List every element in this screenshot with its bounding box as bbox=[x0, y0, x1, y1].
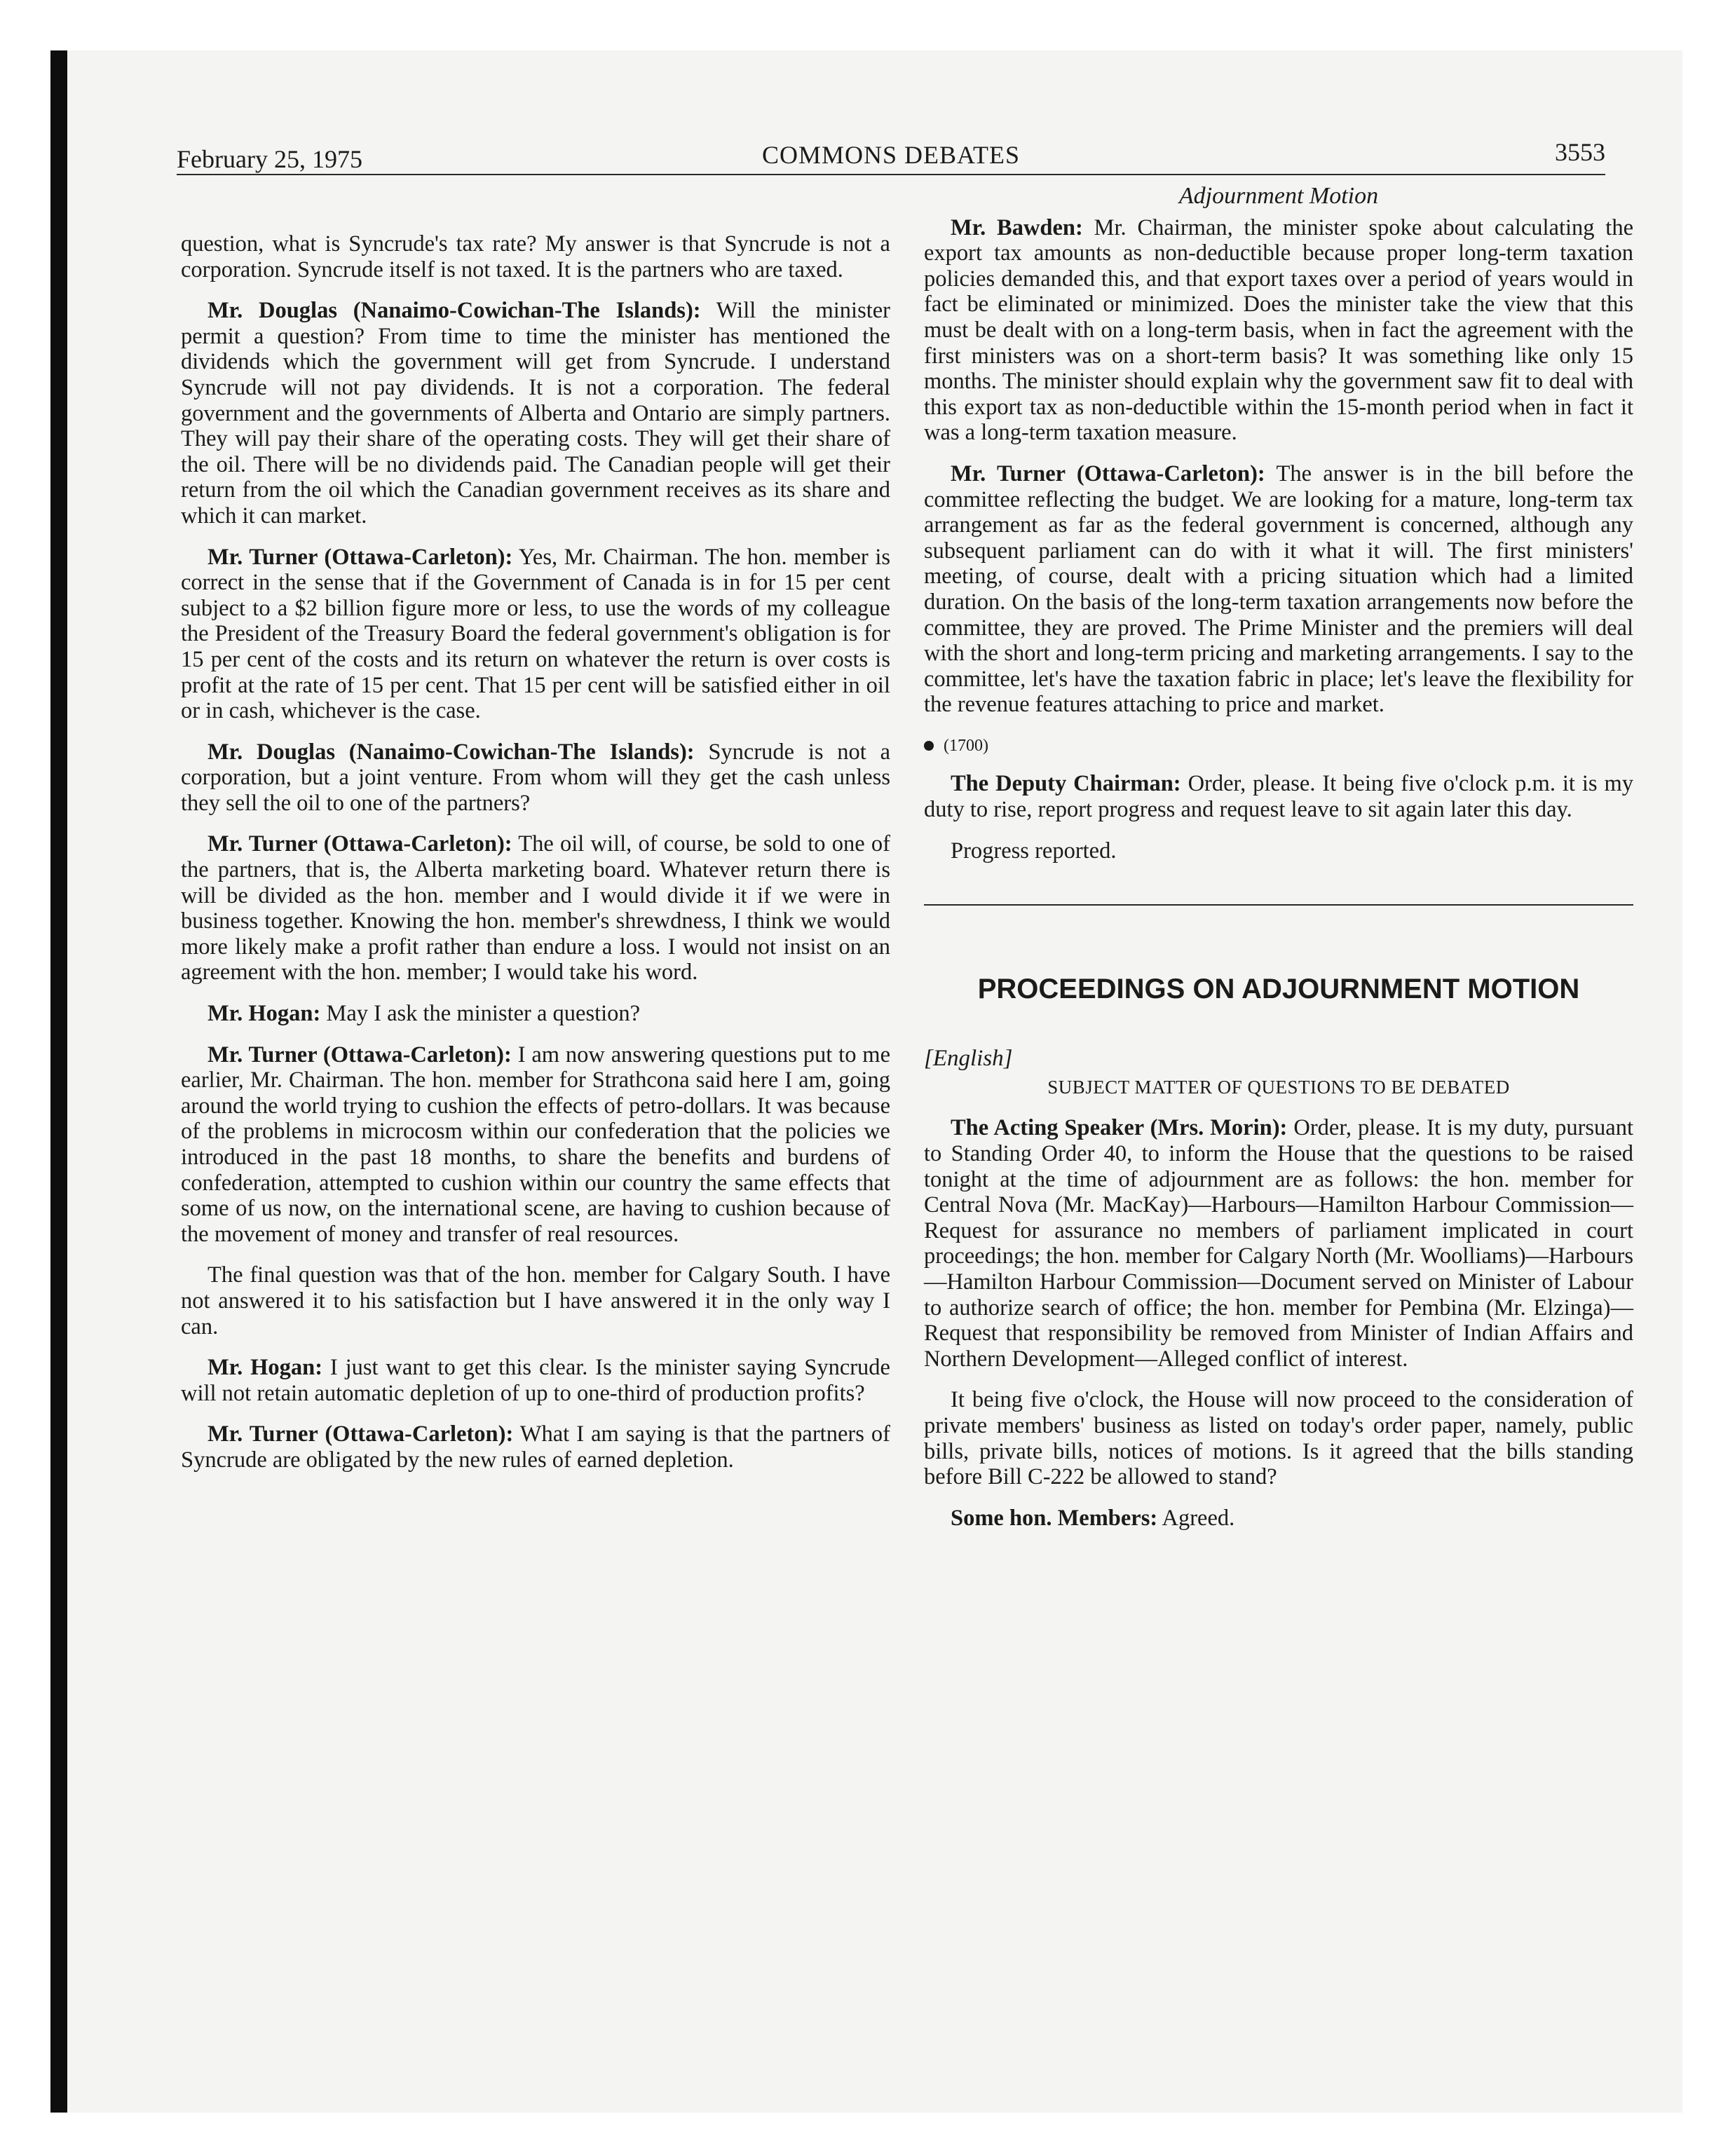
speaker-name: Mr. Turner (Ottawa-Carleton): bbox=[207, 1421, 514, 1447]
speaker-name: Some hon. Members: bbox=[951, 1505, 1158, 1531]
paragraph bbox=[181, 298, 890, 528]
paragraph-text: Will the minister permit a question? From time to time the minister has mentioned the dividends which the government will get from Syncrude. I understand Syncrude will not pay dividends. It is not a corporation. The federal government and the governments of Alberta and Ontario are simply partners. They will pay their share of the operating costs. They will get their share of the oil. There will be no dividends paid. The Canadian people will get their return from the oil which the Canadian government receives as its share and which it can market. bbox=[181, 298, 890, 528]
speaker-name: Mr. Hogan: bbox=[207, 1355, 323, 1381]
speaker-name: The Deputy Chairman: bbox=[951, 771, 1181, 797]
paragraph bbox=[181, 1421, 890, 1473]
paragraph bbox=[181, 1355, 890, 1406]
paragraph-text: I am now answering questions put to me earlier, Mr. Chairman. The hon. member for Strathcona said here I am, going around the world trying to cushion the effects of petro-dollars. It was because of the problems in microcosm within our confederation that the policies we introduced in the past 18 months, to share the benefits and burdens of confederation, attempted to cushion within our country the same effects that some of us now, on the international scene, are having to cushion because of the movement of money and transfer of real resources. bbox=[181, 1042, 890, 1247]
paragraph-text: What I am saying is that the partners of Syncrude are obligated by the new rules of earned depletion. bbox=[181, 1421, 891, 1473]
header-date: February 25, 1975 bbox=[177, 145, 362, 173]
paragraph-text: The oil will, of course, be sold to one of the partners, that is, the Alberta marketing board. Whatever return there is will be divided as the hon. member and I would divide it if we were in business together. Knowing the hon. member's shrewdness, I think we would more likely make a profit rather than endure a loss. I would not insist on an agreement with the hon. member; I would take his word. bbox=[181, 831, 891, 985]
paragraph bbox=[181, 231, 890, 282]
paragraph-text: Syncrude is not a corporation, but a joint venture. From whom will they get the cash unless they sell the oil to one of the partners? bbox=[181, 739, 891, 816]
paragraph-text: Agreed. bbox=[1162, 1505, 1235, 1531]
right-mid-paragraphs bbox=[924, 771, 1633, 864]
speaker-name: Mr. Bawden: bbox=[951, 214, 1083, 240]
right-bottom-paragraphs bbox=[924, 1115, 1633, 1531]
right-top-paragraphs bbox=[924, 215, 1633, 718]
header-title: COMMONS DEBATES bbox=[761, 141, 1021, 169]
speaker-name: Mr. Douglas (Nanaimo-Cowichan-The Islands): bbox=[207, 298, 701, 324]
paragraph bbox=[181, 739, 890, 817]
paragraph bbox=[181, 1262, 890, 1339]
paragraph-text: Yes, Mr. Chairman. The hon. member is correct in the sense that if the Government of Canada is in for 15 per cent subject to a $2 billion figure more or less, to use the words of my colleague the President of the Treasury Board the federal government's obligation is for 15 per cent of the costs and its return on whatever the return is over costs is profit at the rate of 15 per cent. That 15 per cent will be satisfied either in oil or in cash, whichever is the case. bbox=[181, 544, 890, 724]
section-label: Adjournment Motion bbox=[1178, 183, 1379, 209]
speaker-name: Mr. Hogan: bbox=[207, 1001, 321, 1027]
paragraph bbox=[181, 545, 890, 724]
subheading: SUBJECT MATTER OF QUESTIONS TO BE DEBATED bbox=[1047, 1076, 1510, 1098]
paragraph-text: Progress reported. bbox=[951, 838, 1117, 864]
paragraph bbox=[924, 1387, 1633, 1489]
paragraph bbox=[924, 771, 1633, 822]
left-column bbox=[181, 231, 890, 1489]
paragraph bbox=[181, 831, 890, 985]
section-heading: PROCEEDINGS ON ADJOURNMENT MOTION bbox=[977, 974, 1580, 1005]
speaker-name: Mr. Turner (Ottawa-Carleton): bbox=[951, 460, 1265, 486]
speaker-name: Mr. Douglas (Nanaimo-Cowichan-The Islands): bbox=[207, 739, 695, 765]
language-tag: [English] bbox=[924, 1046, 1013, 1072]
right-column bbox=[924, 184, 1633, 1546]
paragraph-text: question, what is Syncrude's tax rate? My answer is that Syncrude is not a corporation. Syncrude itself is not taxed. It is the partners who are taxed. bbox=[181, 231, 890, 282]
section-divider bbox=[924, 904, 1633, 906]
paragraph-text: It being five o'clock, the House will now proceed to the consideration of private members' business as listed on today's order paper, namely, public bills, private bills, notices of motions. Is it agreed that the bills standing before Bill C-222 be allowed to stand? bbox=[924, 1387, 1633, 1490]
time-marker bbox=[924, 733, 1633, 759]
bullet-icon bbox=[924, 741, 934, 751]
paragraph-text: The answer is in the bill before the committee reflecting the budget. We are looking for a mature, long-term tax arrangement as far as the federal government is concerned, although any subsequent parliament can do with it what it will. The first ministers' meeting, of course, dealt with a pricing situation which had a limited duration. On the basis of the long-term taxation arrangements now before the committee, they are proved. The Prime Minister and the premiers will deal with the short and long-term pricing and marketing arrangements. I say to the committee, let's have the taxation fabric in place; let's leave the flexibility for the revenue features attaching to price and market. bbox=[924, 460, 1633, 718]
paragraph bbox=[181, 1001, 890, 1027]
speaker-name: Mr. Turner (Ottawa-Carleton): bbox=[207, 1042, 512, 1067]
paragraph-text: May I ask the minister a question? bbox=[326, 1001, 641, 1027]
paragraph-text: I just want to get this clear. Is the minister saying Syncrude will not retain automatic depletion of up to one-third of production profits? bbox=[181, 1355, 890, 1406]
paragraph bbox=[924, 461, 1633, 718]
paragraph-text: The final question was that of the hon. member for Calgary South. I have not answered it to his satisfaction but I have answered it in the only way I can. bbox=[181, 1262, 890, 1339]
paragraph bbox=[181, 1042, 890, 1248]
speaker-name: Mr. Turner (Ottawa-Carleton): bbox=[207, 544, 513, 570]
time-marker-label: (1700) bbox=[944, 736, 988, 755]
page-number: 3553 bbox=[1555, 138, 1605, 166]
paragraph bbox=[924, 1506, 1633, 1531]
speaker-name: The Acting Speaker (Mrs. Morin): bbox=[951, 1115, 1288, 1141]
paragraph-text: Order, please. It is my duty, pursuant to Standing Order 40, to inform the House that the questions to be raised tonight at the time of adjournment are as follows: the hon. member for Central Nova (Mr. MacKay)—Harbours—Hamilton Harbour Commission—Request for assurance no members of parliament implicated in court proceedings; the hon. member for Calgary North (Mr. Woolliams)—Harbours—Hamilton Harbour Commission—Document served on Minister of Labour to authorize search of office; the hon. member for Pembina (Mr. Elzinga)—Request that responsibility be removed from Minister of Indian Affairs and Northern Development—Alleged conflict of interest. bbox=[924, 1115, 1633, 1372]
paragraph-text: Order, please. It being five o'clock p.m. it is my duty to rise, report progress and request leave to sit again later this day. bbox=[924, 771, 1634, 823]
paragraph bbox=[924, 1115, 1633, 1372]
speaker-name: Mr. Turner (Ottawa-Carleton): bbox=[207, 831, 512, 857]
paragraph-text: Mr. Chairman, the minister spoke about calculating the export tax amounts as non-deductible because proper long-term taxation policies demanded this, and that export taxes over a period of years would in fact be eliminated or minimized. Does the minister take the view that this must be dealt with on a long-term basis, when in fact the agreement with the first ministers was on a short-term basis? It was something like only 15 months. The minister should explain why the government saw fit to deal with this export tax as non-deductible within the 15-month period when in fact it was a long-term taxation measure. bbox=[924, 214, 1633, 446]
paragraph bbox=[924, 215, 1633, 446]
page-header bbox=[177, 140, 1605, 175]
paragraph bbox=[924, 838, 1633, 864]
